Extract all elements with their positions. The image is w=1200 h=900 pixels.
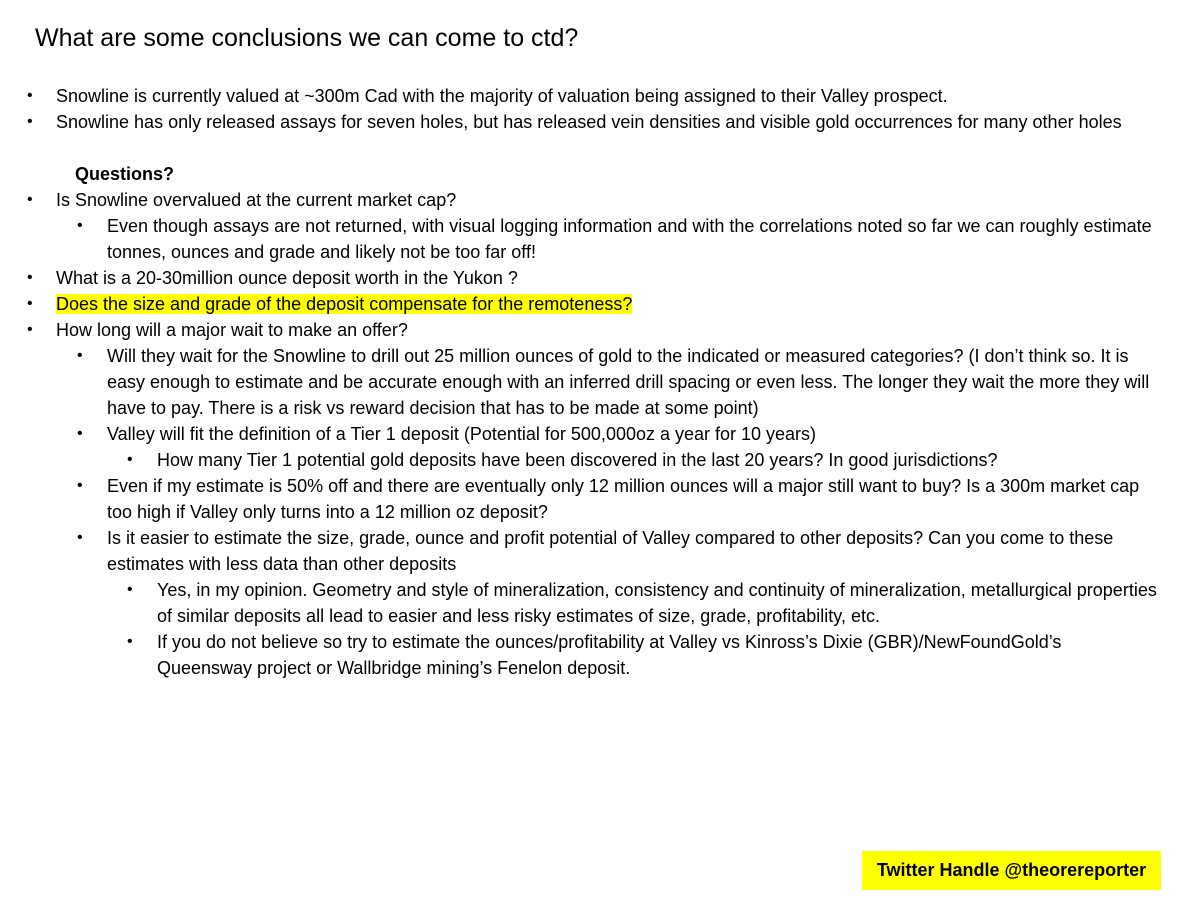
bullet-text: Valley will fit the definition of a Tier 1 deposit (Potential for 500,000oz a year for 10 years) — [107, 424, 817, 444]
bullet-text: If you do not believe so try to estimate the ounces/profitability at Valley vs Kinross’s Dixie (GBR)/NewFoundGold’s Queensway project or Wallbridge mining’s Fenelon deposit. — [157, 632, 1062, 678]
bullet-dot-icon: • — [77, 425, 83, 442]
bullet-text: Snowline has only released assays for seven holes, but has released vein densities and visible gold occurrences for many other holes — [56, 112, 1122, 132]
question-remoteness — [0, 291, 1200, 317]
bullet-dot-icon: • — [27, 113, 33, 130]
question-overvalued-detail — [0, 213, 1200, 265]
bullet-dot-icon: • — [27, 269, 33, 286]
bullet-text: Yes, in my opinion. Geometry and style of mineralization, consistency and continuity of mineralization, metallurgical properties of similar deposits all lead to easier and less risky estimates of size, grade, profitability, etc. — [157, 580, 1157, 626]
bullet-snowline-valuation — [0, 83, 1200, 109]
bullet-dot-icon: • — [27, 321, 33, 338]
spacer — [0, 135, 1200, 161]
bullet-text: What is a 20-30million ounce deposit worth in the Yukon ? — [56, 268, 518, 288]
question-major-offer — [0, 317, 1200, 343]
bullet-text: Even if my estimate is 50% off and there are eventually only 12 million ounces will a major still want to buy? Is a 300m market cap too high if Valley only turns into a 12 million oz deposit? — [107, 476, 1140, 522]
question-major-offer-detail-1 — [0, 343, 1200, 421]
bullet-dot-icon: • — [27, 87, 33, 104]
bullet-dot-icon: • — [77, 347, 83, 364]
bullet-dot-icon: • — [77, 477, 83, 494]
answer-opinion — [0, 577, 1200, 629]
twitter-handle-badge: Twitter Handle @theorereporter — [862, 851, 1161, 890]
bullet-text: How many Tier 1 potential gold deposits have been discovered in the last 20 years? In good jurisdictions? — [157, 450, 998, 470]
questions-heading: Questions? — [75, 164, 175, 184]
question-major-offer-detail-2 — [0, 421, 1200, 447]
bullet-dot-icon: • — [27, 191, 33, 208]
question-tier1-deposits — [0, 447, 1200, 473]
bullet-dot-icon: • — [127, 581, 133, 598]
bullet-text: Is Snowline overvalued at the current market cap? — [56, 190, 457, 210]
question-deposit-worth — [0, 265, 1200, 291]
question-major-offer-detail-3 — [0, 473, 1200, 525]
answer-comparison — [0, 629, 1200, 681]
question-overvalued — [0, 187, 1200, 213]
bullet-text: Will they wait for the Snowline to drill out 25 million ounces of gold to the indicated or measured categories? (I don’t think so. It is easy enough to estimate and be accurate enough with an inferred drill spacing or even less. The longer they wait the more they will have to pay. There is a risk vs reward decision that has to be made at some point) — [107, 346, 1150, 418]
bullet-snowline-assays — [0, 109, 1200, 135]
bullet-text: Even though assays are not returned, with visual logging information and with the correlations noted so far we can roughly estimate tonnes, ounces and grade and likely not be too far off! — [107, 216, 1152, 262]
bullet-text: Snowline is currently valued at ~300m Cad with the majority of valuation being assigned to their Valley prospect. — [56, 86, 948, 106]
bullet-text: How long will a major wait to make an offer? — [56, 320, 408, 340]
slide-content — [0, 83, 1200, 681]
bullet-dot-icon: • — [77, 529, 83, 546]
bullet-dot-icon: • — [27, 295, 33, 312]
question-major-offer-detail-4 — [0, 525, 1200, 577]
highlighted-text: Does the size and grade of the deposit compensate for the remoteness? — [56, 294, 633, 314]
slide-title: What are some conclusions we can come to ctd? — [35, 24, 579, 52]
bullet-text: Is it easier to estimate the size, grade, ounce and profit potential of Valley compared to other deposits? Can you come to these estimates with less data than other deposits — [107, 528, 1114, 574]
bullet-dot-icon: • — [127, 451, 133, 468]
bullet-dot-icon: • — [127, 633, 133, 650]
bullet-dot-icon: • — [77, 217, 83, 234]
